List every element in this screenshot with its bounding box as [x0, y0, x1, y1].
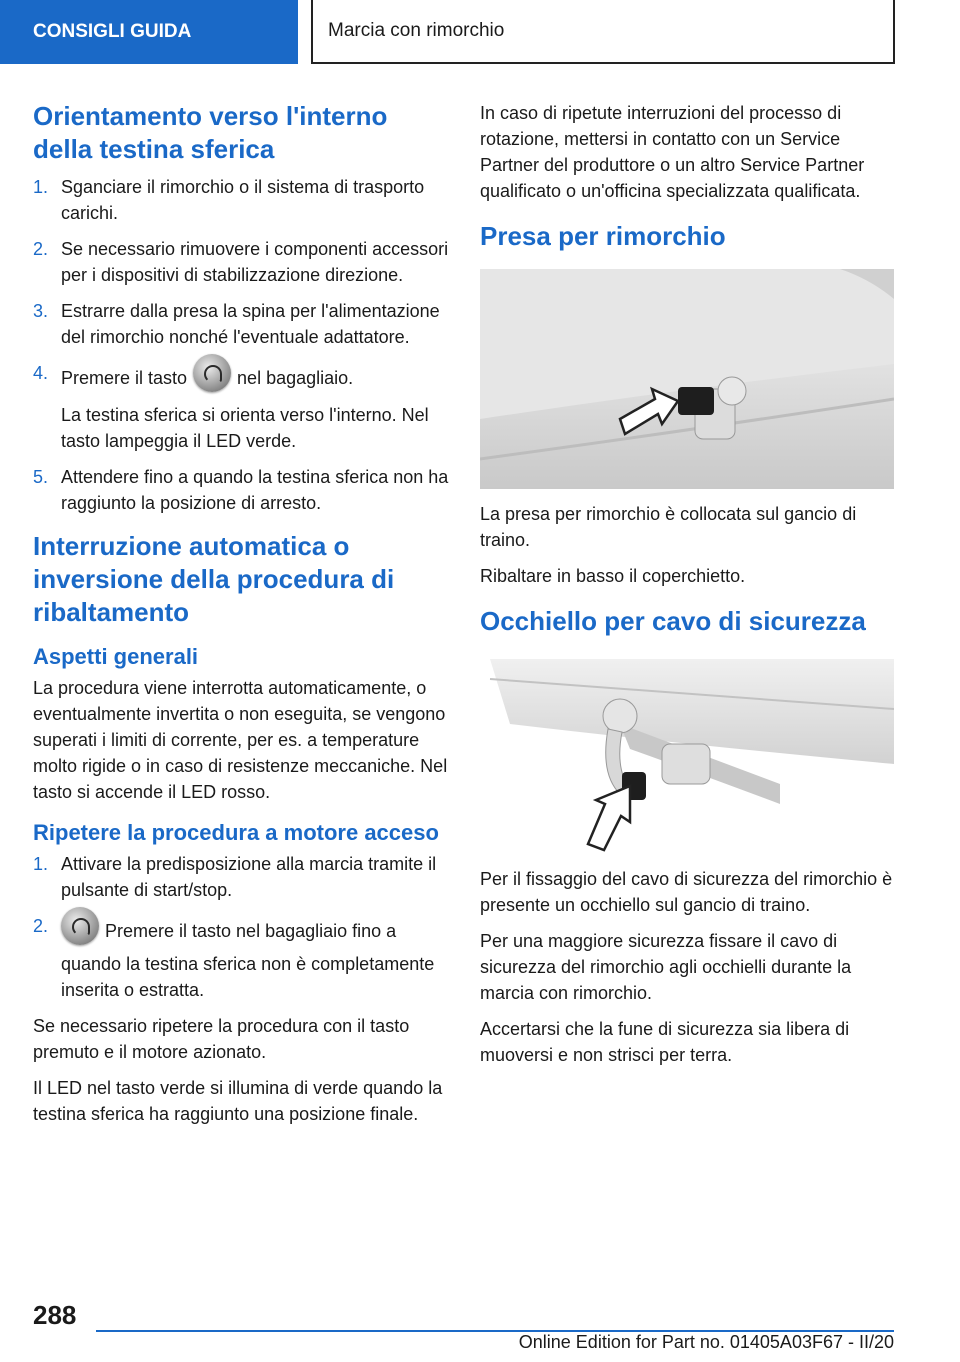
left-column: [33, 100, 451, 1137]
list-item: [33, 236, 451, 288]
subheading-repeat: Ripetere la procedura a motore acceso: [33, 820, 439, 845]
section-tab: [0, 0, 298, 64]
step-text: Premere il tasto nel bagagliaio fino a quando la testina sferica non è completamente inserita o estratta.: [61, 920, 435, 1000]
right-column: [480, 100, 898, 1078]
socket-image: [480, 269, 894, 489]
step-text: Sganciare il rimorchio o il sistema di trasporto carichi.: [61, 177, 425, 223]
paragraph-service: In caso di ripetute interruzioni del processo di rotazione, mettersi in contatto con un Service Partner del produttore o un altro Service Partner qualificato o un'officina specializzata qualificata.: [480, 103, 865, 201]
list-item: [33, 360, 451, 454]
tow-hook-button-icon: [61, 907, 99, 945]
paragraph-eyelet: Per il fissaggio del cavo di sicurezza del rimorchio è presente un occhiello sul gancio di traino.: [480, 869, 893, 915]
footer-edition: Online Edition for Part no. 01405A03F67 - II/20: [518, 1332, 894, 1352]
step-text: Se necessario rimuovere i componenti accessori per i dispositivi di stabilizzazione direzione.: [61, 239, 449, 285]
paragraph-repeat: Se necessario ripetere la procedura con il tasto premuto e il motore azionato.: [33, 1016, 410, 1062]
step-number: 4.: [33, 363, 49, 383]
paragraph-led: Il LED nel tasto verde si illumina di verde quando la testina sferica ha raggiunto una posizione finale.: [33, 1078, 443, 1124]
step-number: 2.: [33, 916, 49, 936]
step-text: Estrarre dalla presa la spina per l'alimentazione del rimorchio nonché l'eventuale adattatore.: [61, 301, 440, 347]
step-text-after: nel bagagliaio.: [237, 367, 354, 388]
steps-orientation: [33, 174, 451, 516]
list-item: [33, 464, 451, 516]
page-title: Marcia con rimorchio: [328, 20, 505, 41]
list-item: [33, 851, 451, 903]
heading-eyelet: Occhiello per cavo di sicurezza: [480, 606, 866, 636]
step-text: Attivare la predisposizione alla marcia tramite il pulsante di start/stop.: [61, 854, 437, 900]
heading-socket: Presa per rimorchio: [480, 221, 726, 251]
paragraph-socket-cover: Ribaltare in basso il coperchietto.: [480, 566, 746, 586]
section-label: CONSIGLI GUIDA: [33, 21, 192, 42]
step-text: Premere il tasto: [61, 367, 188, 388]
step-result: La testina sferica si orienta verso l'interno. Nel tasto lampeggia il LED verde.: [61, 405, 429, 451]
paragraph-eyelet-free: Accertarsi che la fune di sicurezza sia libera di muoversi e non strisci per terra.: [480, 1019, 850, 1065]
subheading-general: Aspetti generali: [33, 644, 199, 669]
heading-orientation: Orientamento verso l'interno della testina sferica: [33, 101, 388, 164]
heading-interruption: Interruzione automatica o inversione della procedura di ribaltamento: [33, 531, 395, 627]
steps-repeat: [33, 851, 451, 1003]
eyelet-image: [480, 654, 894, 854]
step-number: 1.: [33, 177, 49, 197]
pointer-arrow-icon: [588, 786, 630, 850]
paragraph-socket-location: La presa per rimorchio è collocata sul gancio di traino.: [480, 504, 857, 550]
step-number: 3.: [33, 301, 49, 321]
tow-hook-button-icon: [193, 354, 231, 392]
step-number: 1.: [33, 854, 49, 874]
step-text: Attendere fino a quando la testina sferica non ha raggiunto la posizione di arresto.: [61, 467, 449, 513]
page-title-box: [311, 0, 895, 64]
step-number: 2.: [33, 239, 49, 259]
list-item: [33, 174, 451, 226]
step-number: 5.: [33, 467, 49, 487]
paragraph-general: La procedura viene interrotta automaticamente, o eventualmente invertita o non eseguita, se vengono superati i limiti di corrente, per es. a temperature molto rigide o in caso di resistenze meccaniche. Nel tasto si accende il LED rosso.: [33, 678, 448, 802]
list-item: [33, 913, 451, 1003]
list-item: [33, 298, 451, 350]
paragraph-eyelet-safety: Per una maggiore sicurezza fissare il cavo di sicurezza del rimorchio agli occhielli durante la marcia con rimorchio.: [480, 931, 852, 1003]
page-number: 288: [33, 1300, 77, 1330]
